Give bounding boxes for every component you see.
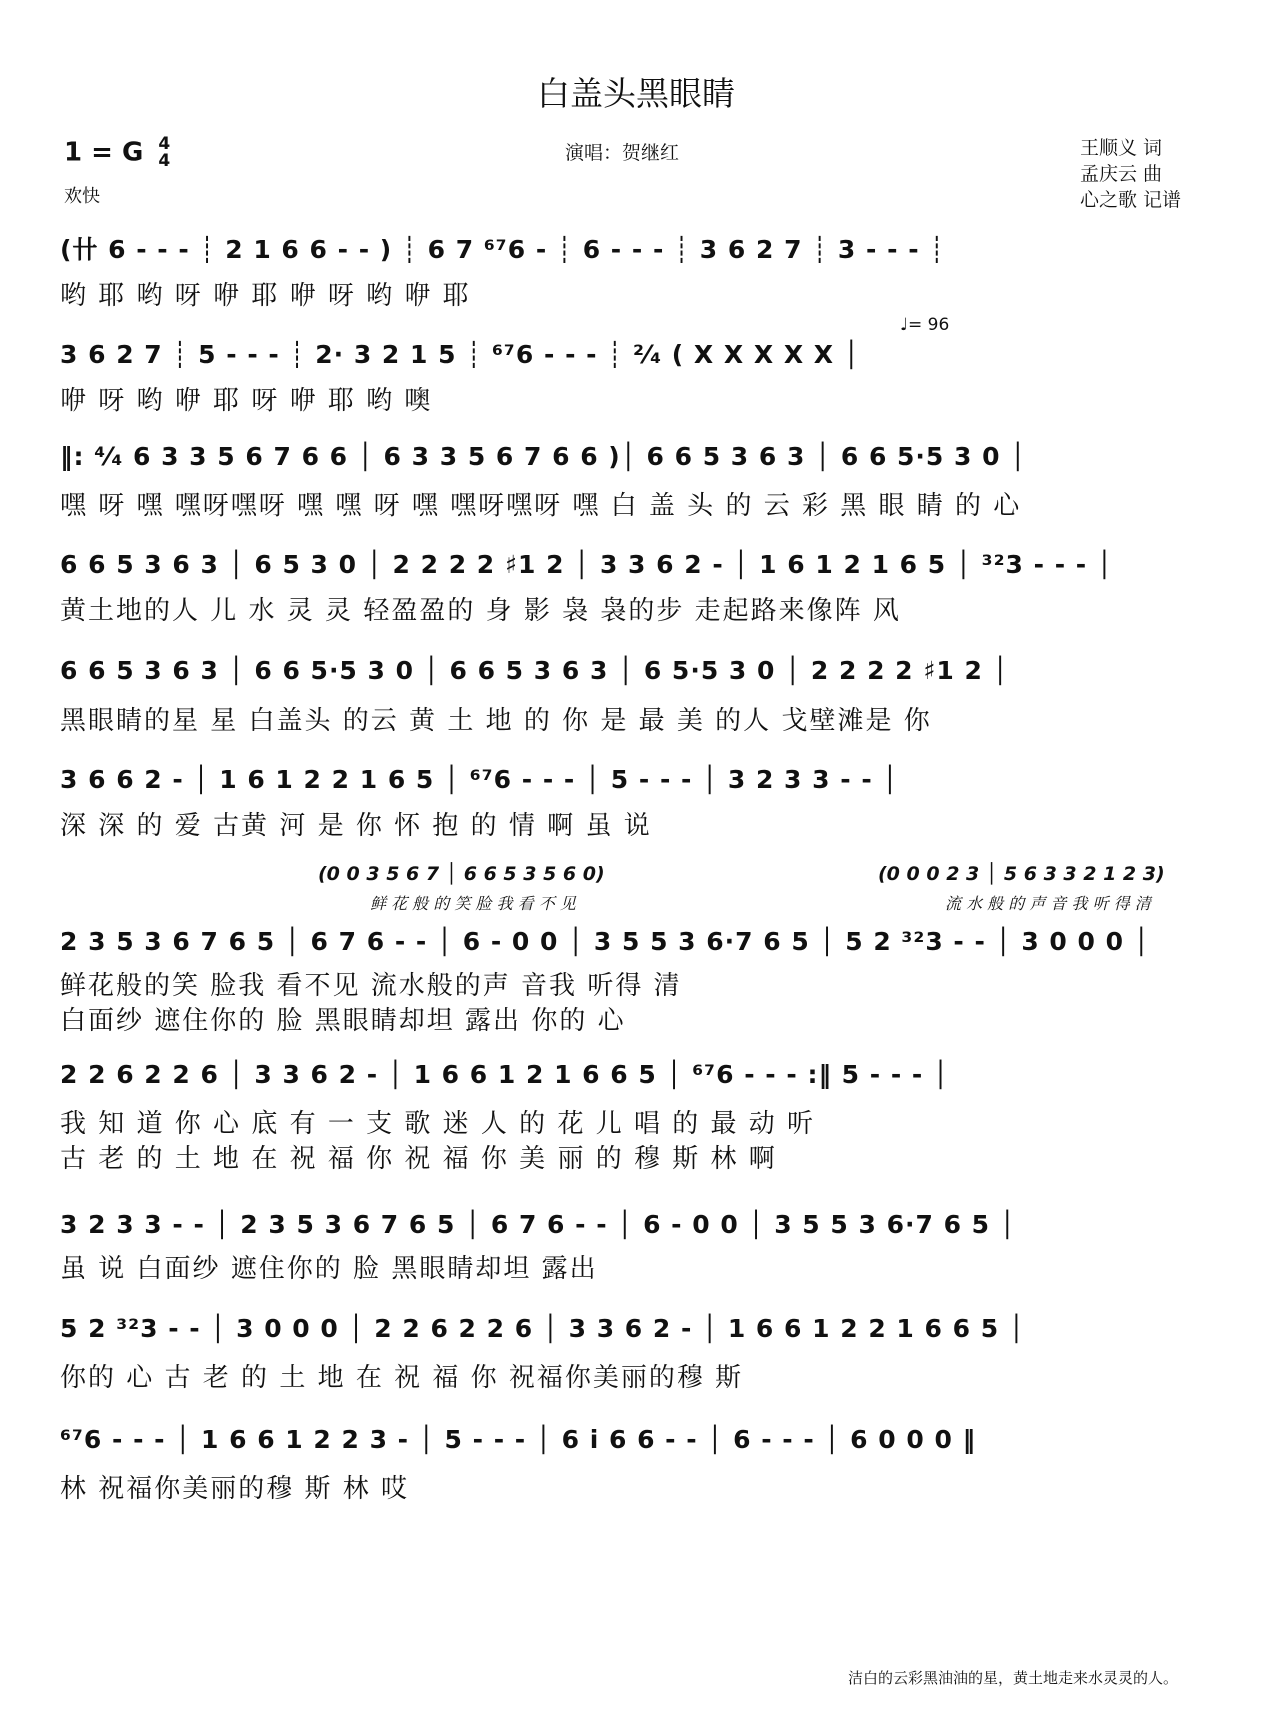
lyric-line: 白面纱 遮住你的 脸 黑眼睛却坦 露出 你的 心 bbox=[60, 1006, 626, 1036]
lyric-line: 虽 说 白面纱 遮住你的 脸 黑眼睛却坦 露出 bbox=[60, 1254, 598, 1284]
lyric-line: 咿 呀 哟 咿 耶 呀 咿 耶 哟 噢 bbox=[60, 386, 433, 416]
key-signature bbox=[64, 136, 170, 170]
notation-row: 6 6 5 3 6 3 │ 6 5 3 0 │ 2 2 2 2 ♯1 2 │ 3 3 6 2 - │ 1 6 1 2 1 6 5 │ ³²3 - - - │ bbox=[60, 550, 1113, 579]
time-bottom: 4 bbox=[158, 151, 171, 171]
notation-row: 2 3 5 3 6 7 6 5 │ 6 7 6 - - │ 6 - 0 0 │ 3 5 5 3 6·7 6 5 │ 5 2 ³²3 - - │ 3 0 0 0 │ bbox=[60, 927, 1150, 956]
singer-credit: 演唱：贺继红 bbox=[565, 142, 680, 164]
notation-row: 2 2 6 2 2 6 │ 3 3 6 2 - │ 1 6 6 1 2 1 6 6 5 │ ⁶⁷6 - - - :‖ 5 - - - │ bbox=[60, 1060, 950, 1089]
lyric-line: 深 深 的 爱 古黄 河 是 你 怀 抱 的 情 啊 虽 说 bbox=[60, 811, 652, 841]
time-signature bbox=[158, 136, 170, 170]
key-label: 1 = G bbox=[64, 137, 144, 168]
cue-right-lyric: 流 水 般 的 声 音 我 听 得 清 bbox=[945, 894, 1151, 913]
notation-row: (卄 6 - - - ┊ 2 1 6 6 - - ) ┊ 6 7 ⁶⁷6 - ┊ 6 - - - ┊ 3 6 2 7 ┊ 3 - - - ┊ bbox=[60, 235, 946, 264]
transcriber-credit: 心之歌 记谱 bbox=[1080, 189, 1182, 211]
notation-row: 3 6 2 7 ┊ 5 - - - ┊ 2· 3 2 1 5 ┊ ⁶⁷6 - - - ┊ ²⁄₄ ( X X X X X │ bbox=[60, 340, 860, 369]
footer-caption: 洁白的云彩黑油油的星，黄土地走来水灵灵的人。 bbox=[848, 1669, 1179, 1687]
cue-left-notes: (0 0 3 5 6 7 │ 6 6 5 3 5 6 0) bbox=[318, 863, 605, 885]
notation-row: ⁶⁷6 - - - │ 1 6 6 1 2 2 3 - │ 5 - - - │ 6 i 6 6 - - │ 6 - - - │ 6 0 0 0 ‖ bbox=[60, 1425, 977, 1454]
lyric-line: 鲜花般的笑 脸我 看不见 流水般的声 音我 听得 清 bbox=[60, 971, 682, 1001]
lyric-line: 我 知 道 你 心 底 有 一 支 歌 迷 人 的 花 儿 唱 的 最 动 听 bbox=[60, 1109, 816, 1139]
lyric-line: 嘿 呀 嘿 嘿呀嘿呀 嘿 嘿 呀 嘿 嘿呀嘿呀 嘿 白 盖 头 的 云 彩 黑 眼 睛 的 心 bbox=[60, 491, 1022, 521]
lyric-line: 黑眼睛的星 星 白盖头 的云 黄 土 地 的 你 是 最 美 的人 戈壁滩是 你 bbox=[60, 706, 932, 736]
lyric-line: 你的 心 古 老 的 土 地 在 祝 福 你 祝福你美丽的穆 斯 bbox=[60, 1363, 744, 1393]
cue-left-lyric: 鲜 花 般 的 笑 脸 我 看 不 见 bbox=[370, 894, 576, 913]
time-top: 4 bbox=[158, 134, 171, 154]
notation-row: 3 2 3 3 - - │ 2 3 5 3 6 7 6 5 │ 6 7 6 - - │ 6 - 0 0 │ 3 5 5 3 6·7 6 5 │ bbox=[60, 1210, 1016, 1239]
lyric-line: 古 老 的 土 地 在 祝 福 你 祝 福 你 美 丽 的 穆 斯 林 啊 bbox=[60, 1144, 777, 1174]
notation-row: 6 6 5 3 6 3 │ 6 6 5·5 3 0 │ 6 6 5 3 6 3 │ 6 5·5 3 0 │ 2 2 2 2 ♯1 2 │ bbox=[60, 656, 1009, 685]
lyric-line: 林 祝福你美丽的穆 斯 林 哎 bbox=[60, 1474, 410, 1504]
song-title: 白盖头黑眼睛 bbox=[537, 74, 735, 113]
tempo-word: 欢快 bbox=[64, 186, 100, 207]
tempo-mark: ♩= 96 bbox=[900, 315, 950, 335]
credits bbox=[1080, 135, 1181, 213]
notation-row: 5 2 ³²3 - - │ 3 0 0 0 │ 2 2 6 2 2 6 │ 3 3 6 2 - │ 1 6 6 1 2 2 1 6 6 5 │ bbox=[60, 1314, 1025, 1343]
notation-row: ‖: ⁴⁄₄ 6 3 3 5 6 7 6 6 │ 6 3 3 5 6 7 6 6 )│ 6 6 5 3 6 3 │ 6 6 5·5 3 0 │ bbox=[60, 442, 1027, 471]
notation-row: 3 6 6 2 - │ 1 6 1 2 2 1 6 5 │ ⁶⁷6 - - - │ 5 - - - │ 3 2 3 3 - - │ bbox=[60, 765, 899, 794]
composer-credit: 孟庆云 曲 bbox=[1080, 163, 1163, 185]
cue-right-notes: (0 0 0 2 3 │ 5 6 3 3 2 1 2 3) bbox=[878, 863, 1165, 885]
lyric-line: 黄土地的人 儿 水 灵 灵 轻盈盈的 身 影 袅 袅的步 走起路来像阵 风 bbox=[60, 596, 901, 626]
lyricist-credit: 王顺义 词 bbox=[1080, 137, 1163, 159]
lyric-line: 哟 耶 哟 呀 咿 耶 咿 呀 哟 咿 耶 bbox=[60, 281, 471, 311]
